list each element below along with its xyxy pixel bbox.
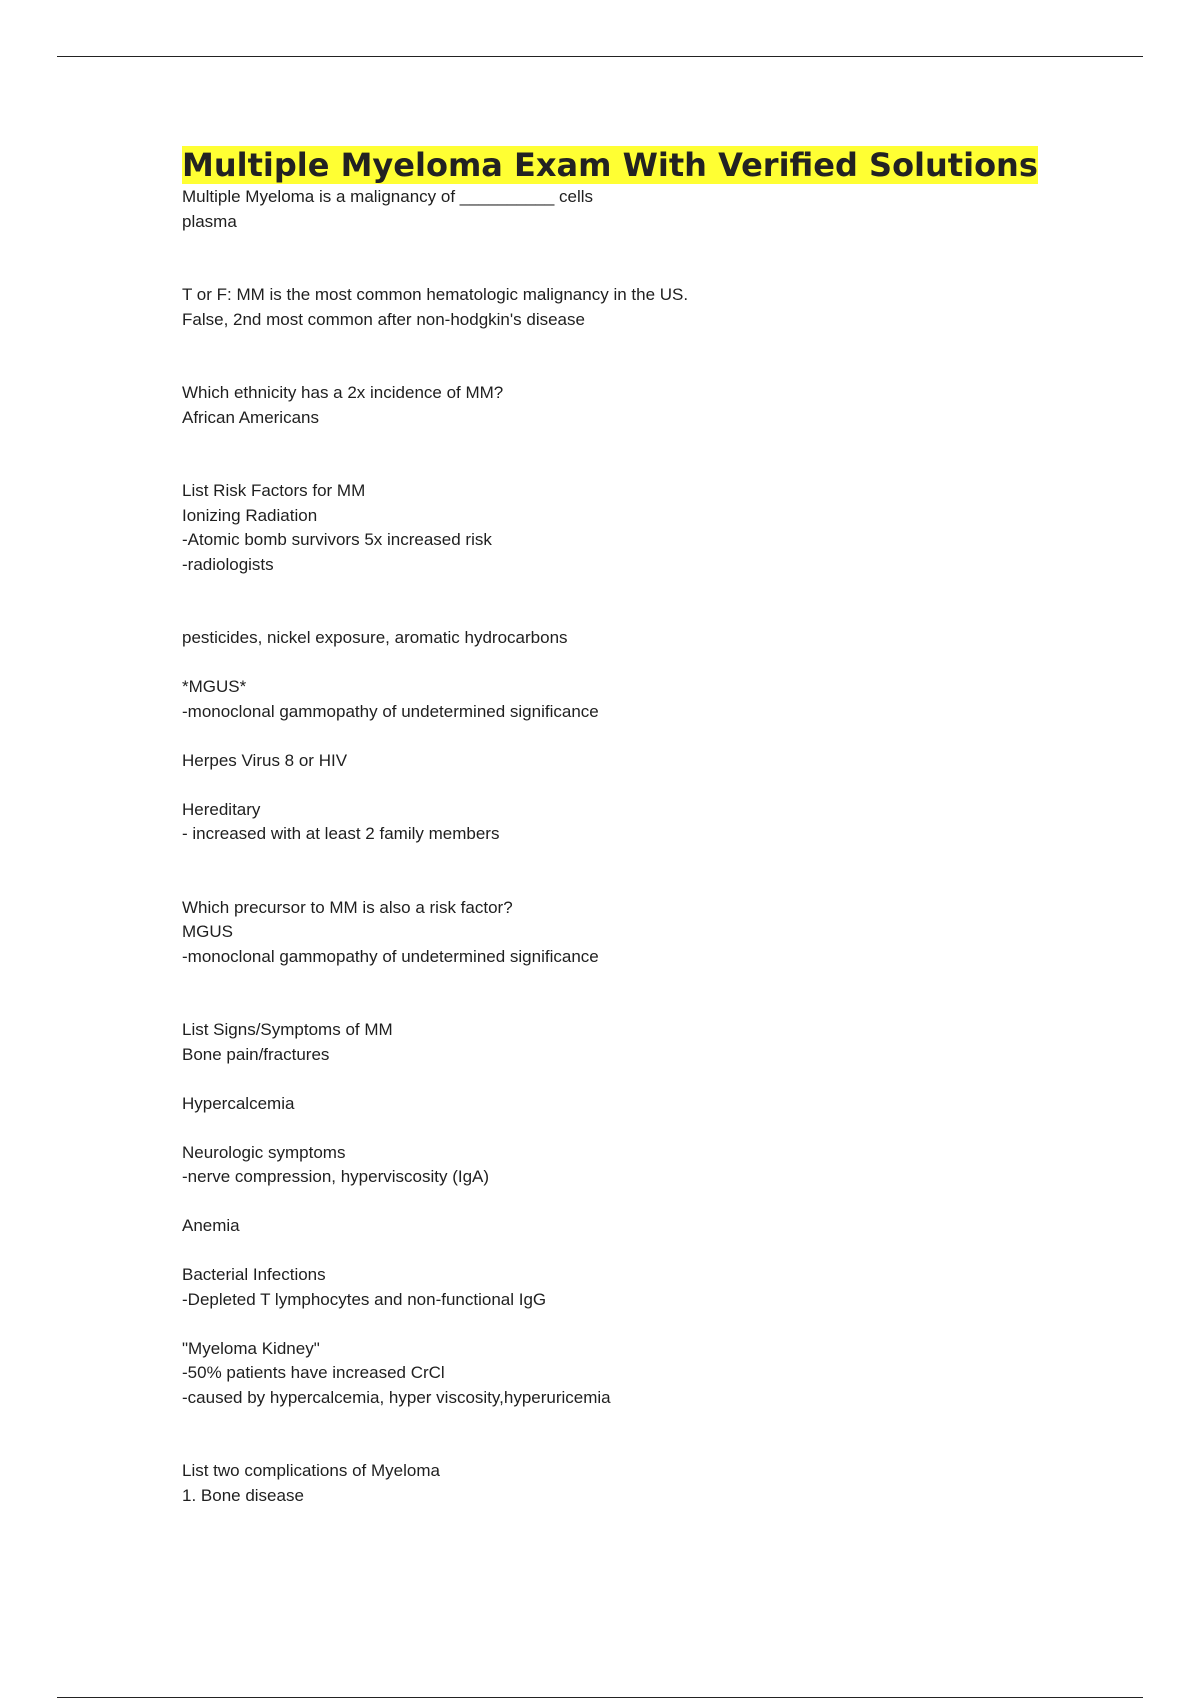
text-line: Ionizing Radiation	[182, 505, 318, 525]
text-block	[182, 798, 1082, 847]
spacer	[182, 1239, 1082, 1264]
text-line: Herpes Virus 8 or HIV	[182, 750, 348, 770]
text-line: African Americans	[182, 407, 319, 427]
text-block	[182, 479, 1082, 577]
text-line: False, 2nd most common after non-hodgkin's disease	[182, 309, 585, 329]
document-title: Multiple Myeloma Exam With Verified Solutions	[182, 146, 1038, 184]
top-rule	[57, 56, 1143, 57]
text-line: List Signs/Symptoms of MM	[182, 1020, 393, 1039]
bottom-rule	[57, 1697, 1143, 1698]
text-block	[182, 185, 1082, 234]
document-body	[182, 146, 1082, 1508]
spacer	[182, 651, 1082, 676]
text-line: Hypercalcemia	[182, 1093, 295, 1113]
spacer	[182, 773, 1082, 798]
spacer	[182, 1410, 1082, 1459]
text-block	[182, 283, 1082, 332]
text-line: List Risk Factors for MM	[182, 481, 366, 500]
text-line: plasma	[182, 211, 237, 231]
text-line: Which precursor to MM is also a risk factor?	[182, 897, 513, 917]
text-block	[182, 675, 1082, 724]
text-line: "Myeloma Kidney"	[182, 1338, 320, 1358]
text-line: Neurologic symptoms	[182, 1142, 346, 1162]
spacer	[182, 1312, 1082, 1337]
text-line: 1. Bone disease	[182, 1485, 304, 1505]
text-line: -radiologists	[182, 554, 274, 574]
text-block	[182, 1459, 1082, 1508]
text-line: Multiple Myeloma is a malignancy of __________ cells	[182, 187, 594, 206]
text-block	[182, 1092, 1082, 1117]
text-block	[182, 381, 1082, 430]
text-block	[182, 749, 1082, 774]
text-block	[182, 1018, 1082, 1067]
text-block	[182, 896, 1082, 970]
text-line: -nerve compression, hyperviscosity (IgA)	[182, 1167, 490, 1186]
text-block	[182, 1214, 1082, 1239]
text-line: *MGUS*	[182, 677, 247, 696]
text-block	[182, 1337, 1082, 1411]
text-line: Hereditary	[182, 799, 261, 819]
spacer	[182, 577, 1082, 626]
text-line: pesticides, nickel exposure, aromatic hydrocarbons	[182, 628, 568, 647]
spacer	[182, 1067, 1082, 1092]
spacer	[182, 969, 1082, 1018]
text-block	[182, 1263, 1082, 1312]
text-line: Which ethnicity has a 2x incidence of MM?	[182, 383, 504, 402]
spacer	[182, 1116, 1082, 1141]
spacer	[182, 234, 1082, 283]
text-line: -50% patients have increased CrCl	[182, 1363, 445, 1382]
spacer	[182, 724, 1082, 749]
text-line: - increased with at least 2 family members	[182, 824, 500, 843]
text-line: MGUS	[182, 922, 233, 941]
text-line: T or F: MM is the most common hematologic malignancy in the US.	[182, 285, 689, 304]
text-block	[182, 1141, 1082, 1190]
text-block	[182, 626, 1082, 651]
text-line: -Atomic bomb survivors 5x increased risk	[182, 530, 492, 549]
text-line: -monoclonal gammopathy of undetermined significance	[182, 701, 599, 721]
text-line: Bacterial Infections	[182, 1265, 326, 1284]
text-line: Bone pain/fractures	[182, 1044, 330, 1064]
spacer	[182, 430, 1082, 479]
spacer	[182, 332, 1082, 381]
spacer	[182, 1190, 1082, 1215]
text-line: -caused by hypercalcemia, hyper viscosity,hyperuricemia	[182, 1387, 611, 1407]
text-line: Anemia	[182, 1216, 240, 1235]
text-line: List two complications of Myeloma	[182, 1461, 440, 1480]
text-line: -monoclonal gammopathy of undetermined significance	[182, 946, 599, 966]
text-line: -Depleted T lymphocytes and non-functional IgG	[182, 1289, 547, 1309]
question-list	[182, 185, 1082, 1508]
spacer	[182, 847, 1082, 896]
